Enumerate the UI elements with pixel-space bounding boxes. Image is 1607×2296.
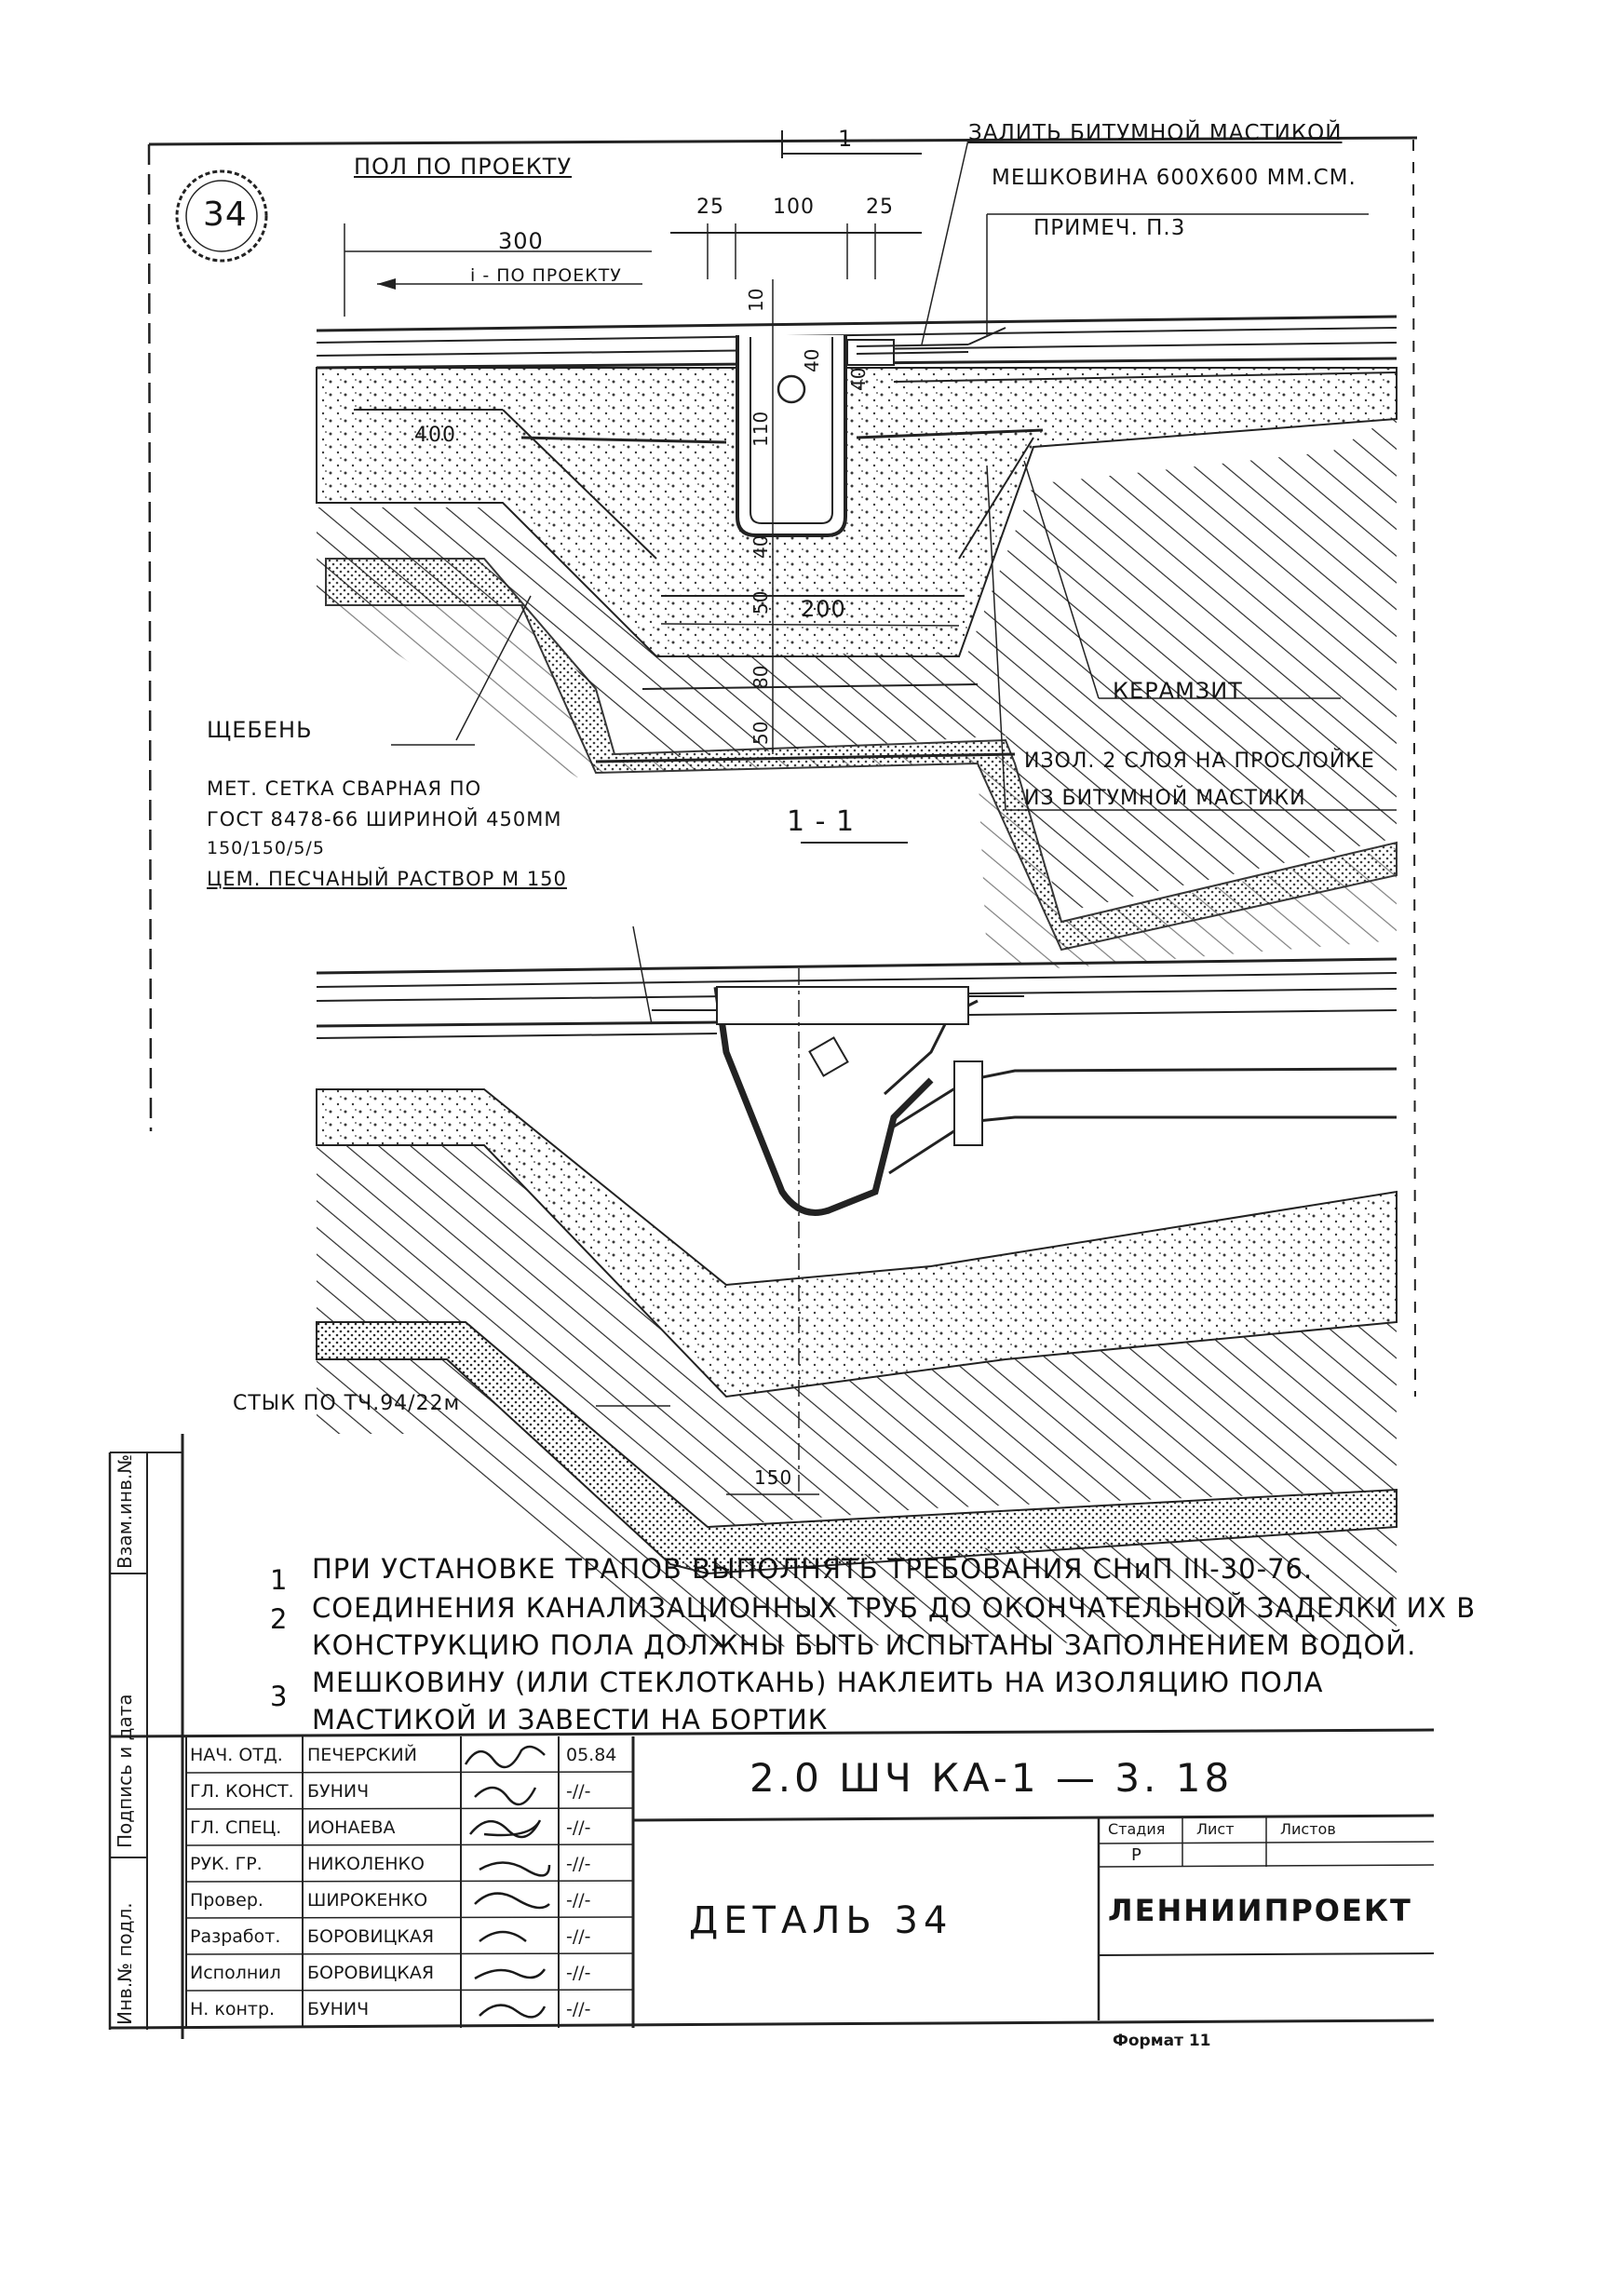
note-3-continued: МАСТИКОЙ И ЗАВЕСТИ НА БОРТИК xyxy=(312,1704,829,1736)
dim-200: 200 xyxy=(801,596,846,622)
sig-date: -//- xyxy=(566,1999,591,2019)
label-burlap: МЕШКОВИНА 600Х600 ММ.СМ. xyxy=(992,166,1357,190)
sig-date: -//- xyxy=(566,1854,591,1874)
sig-name: БУНИЧ xyxy=(307,1781,370,1802)
dim-40-low: 40 xyxy=(749,534,772,559)
dim-50-upper: 50 xyxy=(749,590,772,615)
label-crushed-stone: ЩЕБЕНЬ xyxy=(207,717,313,743)
header-sheets: Листов xyxy=(1280,1820,1336,1838)
sig-role: НАЧ. ОТД. xyxy=(190,1745,283,1765)
label-floor-by-project: ПОЛ ПО ПРОЕКТУ xyxy=(354,154,573,180)
dim-40-top: 40 xyxy=(801,348,823,372)
signature-scribbles xyxy=(466,1747,549,2017)
document-code: 2.0 ШЧ КА-1 — 3. 18 xyxy=(749,1755,1234,1801)
label-note-ref: ПРИМЕЧ. П.3 xyxy=(1033,216,1186,240)
sig-name: ШИРОКЕНКО xyxy=(307,1890,428,1911)
sig-date: -//- xyxy=(566,1926,591,1947)
label-mesh-line2: ГОСТ 8478-66 ШИРИНОЙ 450ММ xyxy=(207,808,562,831)
sig-name: НИКОЛЕНКО xyxy=(307,1854,425,1874)
dim-110: 110 xyxy=(749,411,772,447)
dim-40-mid: 40 xyxy=(847,367,870,391)
section-2-drawing xyxy=(317,926,1397,1648)
sig-role: Провер. xyxy=(190,1890,263,1911)
sig-date: -//- xyxy=(566,1890,591,1911)
label-mortar: ЦЕМ. ПЕСЧАНЫЙ РАСТВОР М 150 xyxy=(207,868,567,890)
label-mesh-line1: МЕТ. СЕТКА СВАРНАЯ ПО xyxy=(207,777,482,800)
dim-10: 10 xyxy=(745,288,767,312)
note-3-text: МЕШКОВИНУ (ИЛИ СТЕКЛОТКАНЬ) НАКЛЕИТЬ НА ИЗОЛЯЦИЮ ПОЛА xyxy=(312,1667,1324,1698)
dim-50-lower: 50 xyxy=(749,721,772,745)
dim-25-left: 25 xyxy=(696,196,724,219)
label-i-by-project: i - ПО ПРОЕКТУ xyxy=(470,265,622,286)
sig-role: РУК. ГР. xyxy=(190,1854,263,1874)
sig-name: ПЕЧЕРСКИЙ xyxy=(307,1745,417,1765)
sig-role: Разработ. xyxy=(190,1926,281,1947)
label-keramzit: КЕРАМЗИТ xyxy=(1113,678,1243,704)
detail-title: ДЕТАЛЬ 34 xyxy=(689,1899,953,1942)
format-label: Формат 11 xyxy=(1113,2032,1211,2050)
header-sheet: Лист xyxy=(1196,1820,1235,1838)
dim-300: 300 xyxy=(498,228,544,254)
note-2-number: 2 xyxy=(270,1603,289,1635)
note-1-text: ПРИ УСТАНОВКЕ ТРАПОВ ВЫПОЛНЯТЬ ТРЕБОВАНИЯ СНиП III-30-76. xyxy=(312,1553,1314,1585)
sig-date: -//- xyxy=(566,1817,591,1838)
note-2-text: СОЕДИНЕНИЯ КАНАЛИЗАЦИОННЫХ ТРУБ ДО ОКОНЧАТЕЛЬНОЙ ЗАДЕЛКИ ИХ В xyxy=(312,1592,1477,1624)
dim-100: 100 xyxy=(773,196,815,219)
sig-role: ГЛ. СПЕЦ. xyxy=(190,1817,282,1838)
label-insulation-line1: ИЗОЛ. 2 СЛОЯ НА ПРОСЛОЙКЕ xyxy=(1024,750,1375,773)
sig-name: БОРОВИЦКАЯ xyxy=(307,1963,435,1983)
sig-role: Н. контр. xyxy=(190,1999,276,2019)
sig-name: БОРОВИЦКАЯ xyxy=(307,1926,435,1947)
dim-400: 400 xyxy=(414,424,456,447)
sig-date: -//- xyxy=(566,1781,591,1802)
sig-name: БУНИЧ xyxy=(307,1999,370,2019)
label-mesh-line3: 150/150/5/5 xyxy=(207,838,325,858)
stamp-inv-original: Инв.№ подл. xyxy=(114,1902,136,2025)
sig-role: ГЛ. КОНСТ. xyxy=(190,1781,294,1802)
dim-150: 150 xyxy=(754,1466,793,1489)
label-joint: СТЫК ПО ТЧ.94/22м xyxy=(233,1392,461,1415)
section-marker-top: 1 xyxy=(838,126,854,152)
section-label: 1 - 1 xyxy=(787,805,856,838)
header-stage: Стадия xyxy=(1108,1820,1166,1838)
note-3-number: 3 xyxy=(270,1681,289,1712)
stage-value: Р xyxy=(1131,1845,1141,1865)
dim-80: 80 xyxy=(749,665,772,689)
sig-role: Исполнил xyxy=(190,1963,281,1983)
note-2-continued: КОНСТРУКЦИЮ ПОЛА ДОЛЖНЫ БЫТЬ ИСПЫТАНЫ ЗАПОЛНЕНИЕМ ВОДОЙ. xyxy=(312,1629,1417,1661)
sig-date: 05.84 xyxy=(566,1745,617,1765)
sig-date: -//- xyxy=(566,1963,591,1983)
note-1-number: 1 xyxy=(270,1564,289,1596)
label-insulation-line2: ИЗ БИТУМНОЙ МАСТИКИ xyxy=(1024,787,1306,810)
section-1-drawing xyxy=(317,130,1397,968)
label-fill-bitumen: ЗАЛИТЬ БИТУМНОЙ МАСТИКОЙ xyxy=(968,121,1343,145)
dim-25-right: 25 xyxy=(866,196,894,219)
organization-name: ЛЕННИИПРОЕКТ xyxy=(1108,1893,1412,1928)
detail-number: 34 xyxy=(203,196,248,234)
stamp-signature-date: Подпись и дата xyxy=(114,1694,136,1848)
stamp-replace-inv: Взам.инв.№ xyxy=(114,1453,136,1569)
sig-name: ИОНАЕВА xyxy=(307,1817,396,1838)
